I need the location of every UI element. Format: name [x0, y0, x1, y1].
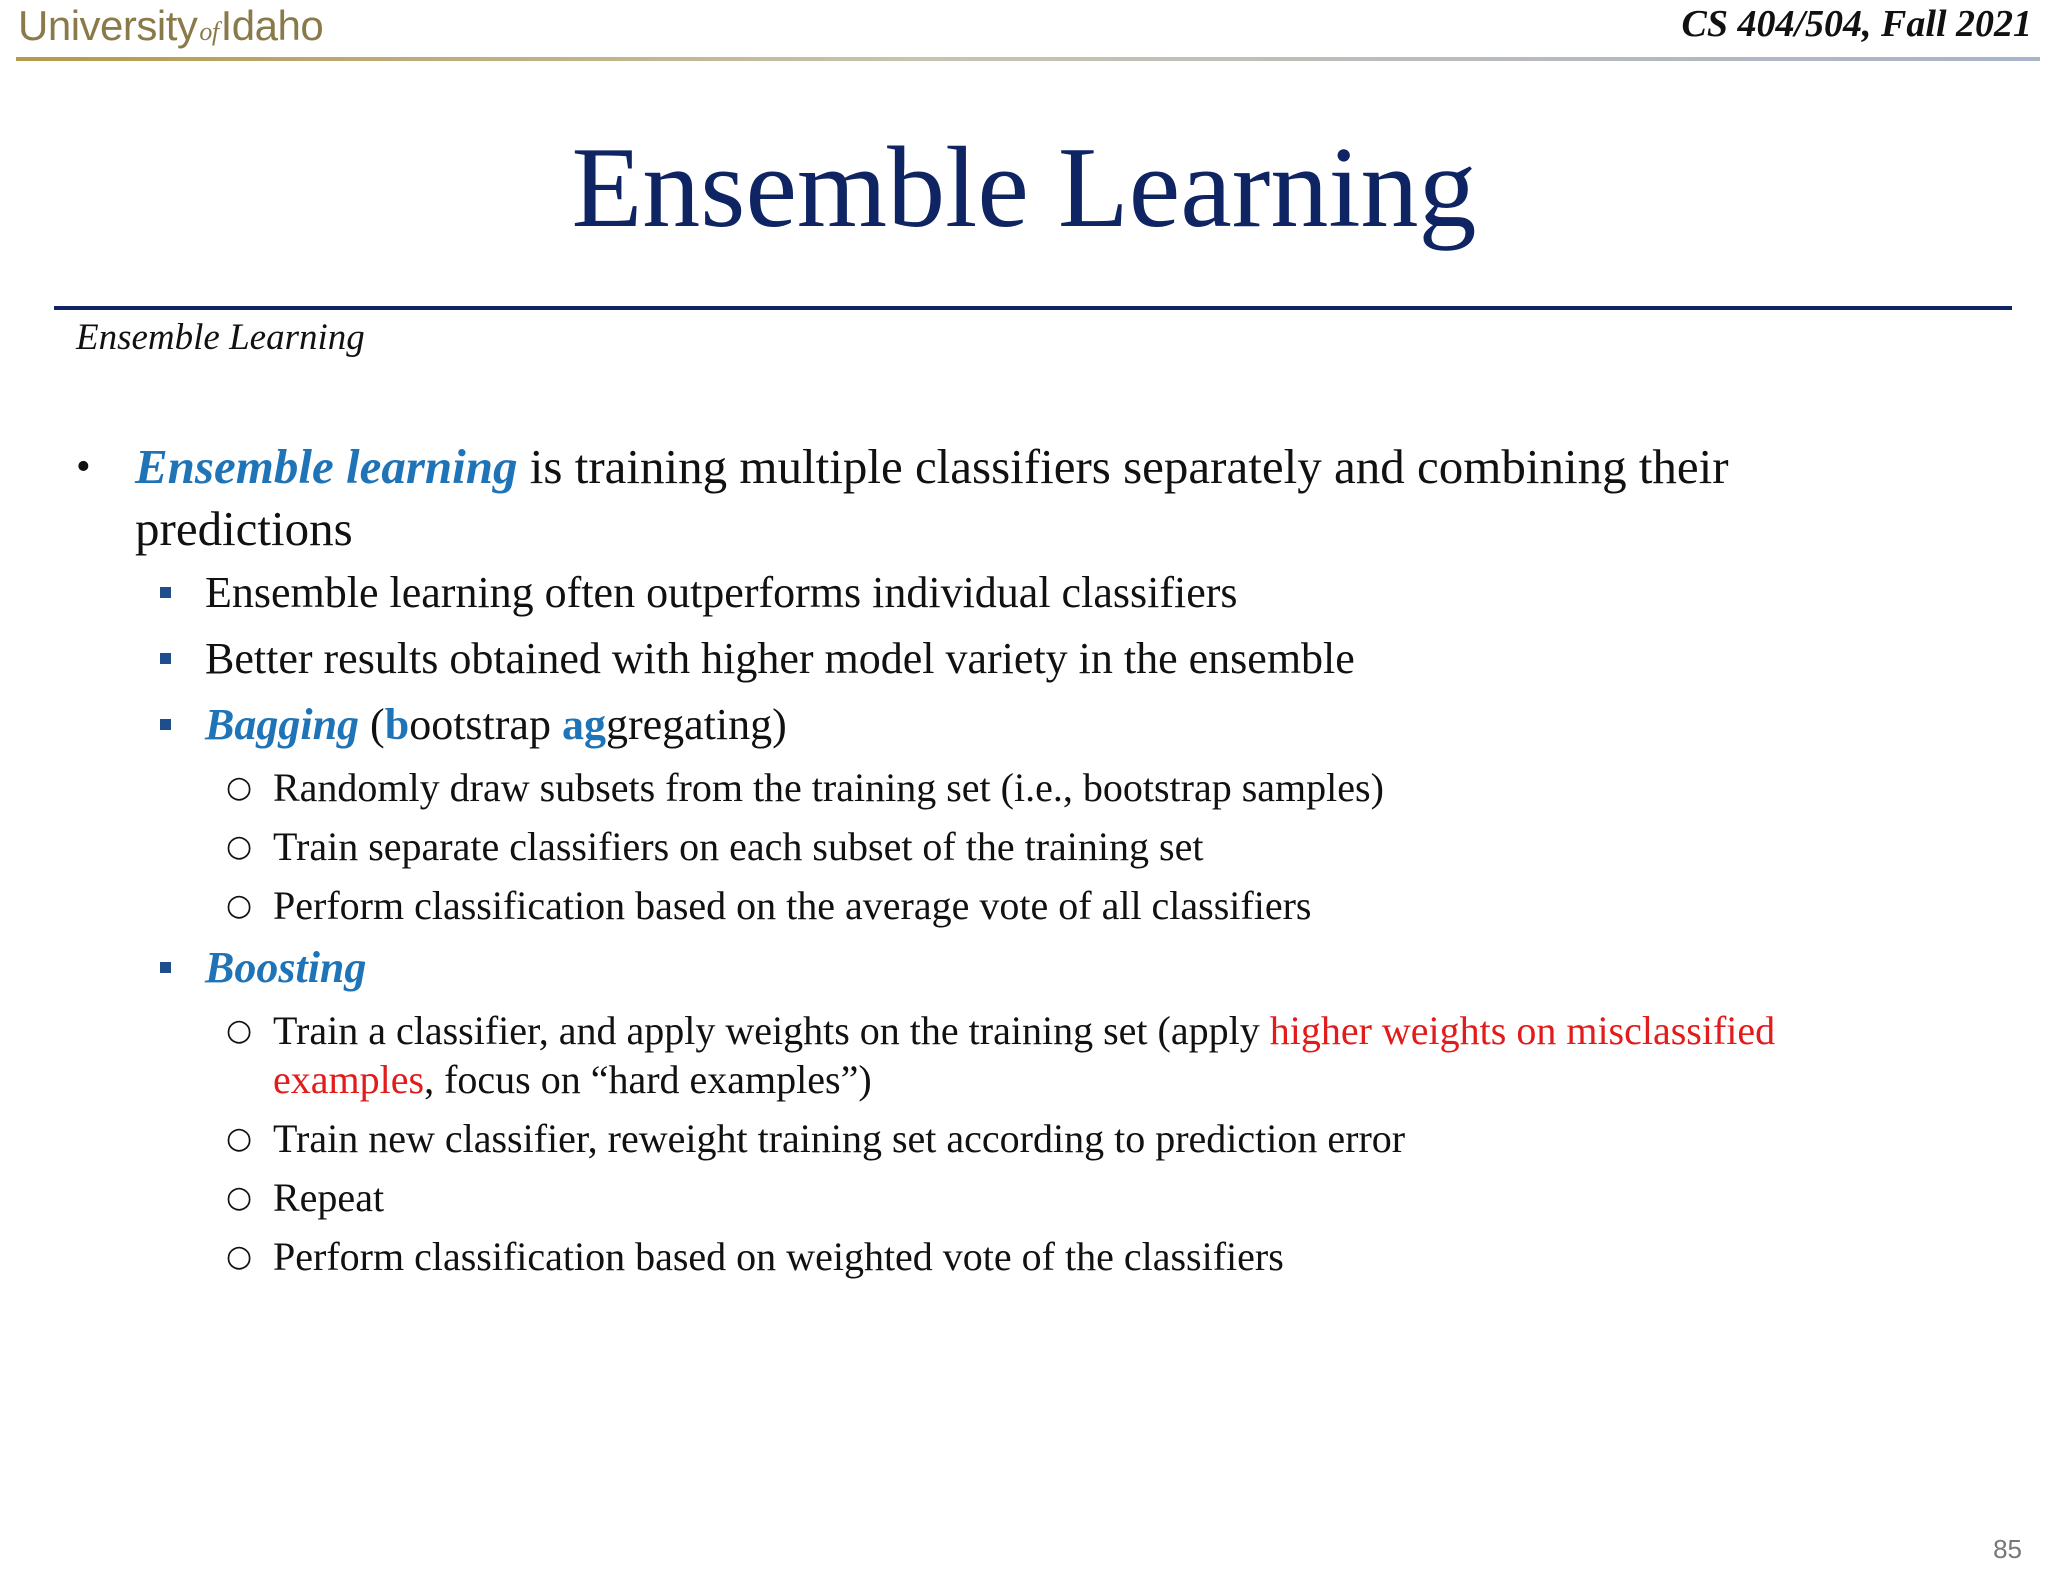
boosting-item	[0, 1168, 2048, 1227]
boosting-emphasis: examples	[273, 1057, 425, 1102]
circle-bullet-icon: ○	[226, 888, 253, 923]
square-bullet-icon	[160, 962, 171, 973]
bagging-item-text: Train separate classifiers on each subset of the training set	[273, 824, 1204, 869]
boosting-item-text: Train new classifier, reweight training set according to prediction error	[273, 1116, 1406, 1161]
page-number: 85	[1993, 1534, 2022, 1564]
section-label: Ensemble Learning	[76, 317, 365, 358]
subbullet-bagging	[0, 692, 2048, 758]
bagging-text: (	[359, 700, 385, 749]
keyword-ensemble-learning: Ensemble learning	[135, 439, 518, 494]
bagging-text: ootstrap	[409, 700, 562, 749]
bagging-item	[0, 817, 2048, 876]
header-divider	[16, 57, 2040, 61]
bagging-item	[0, 758, 2048, 817]
subbullet-model-variety	[0, 626, 2048, 692]
slide-content	[0, 436, 2048, 1286]
subbullet-text: Better results obtained with higher model variety in the ensemble	[205, 634, 1355, 683]
circle-bullet-icon: ○	[226, 1180, 253, 1215]
boosting-item-text: Repeat	[273, 1175, 385, 1220]
slide-title: Ensemble Learning	[571, 124, 1477, 252]
keyword-boosting: Boosting	[205, 943, 367, 992]
bagging-text: gregating)	[605, 700, 787, 749]
keyword-bagging: Bagging	[205, 700, 360, 749]
subbullet-outperforms	[0, 560, 2048, 626]
boosting-item	[0, 1227, 2048, 1286]
boosting-item-text: Train a classifier, and apply weights on the training set (apply	[273, 1008, 1270, 1053]
circle-bullet-icon: ○	[226, 1239, 253, 1274]
bullet-ensemble-learning	[0, 436, 2048, 498]
boosting-item-text: , focus on “hard examples”)	[424, 1057, 872, 1102]
circle-bullet-icon: ○	[226, 1121, 253, 1156]
square-bullet-icon	[160, 587, 171, 598]
subbullet-boosting	[0, 935, 2048, 1001]
square-bullet-icon	[160, 719, 171, 730]
bagging-item-text: Perform classification based on the average vote of all classifiers	[273, 883, 1312, 928]
logo-university: University	[18, 2, 198, 49]
logo-idaho: Idaho	[220, 2, 324, 49]
boosting-item-text: Perform classification based on weighted vote of the classifiers	[273, 1234, 1284, 1279]
bullet-dot-icon: •	[76, 444, 91, 490]
title-divider	[54, 306, 2012, 310]
logo-of: of	[199, 17, 219, 46]
bullet-text: is training multiple classifiers separately and combining their	[517, 439, 1729, 494]
bagging-item-text: Randomly draw subsets from the training set (i.e., bootstrap samples)	[273, 765, 1384, 810]
bullet-text: predictions	[135, 501, 353, 556]
boosting-item	[0, 1001, 2048, 1109]
bagging-item	[0, 876, 2048, 935]
circle-bullet-icon: ○	[226, 770, 253, 805]
boosting-emphasis: higher weights on misclassified	[1269, 1008, 1776, 1053]
circle-bullet-icon: ○	[226, 829, 253, 864]
course-label: CS 404/504, Fall 2021	[1681, 3, 2032, 45]
circle-bullet-icon: ○	[226, 1013, 253, 1048]
boosting-item	[0, 1109, 2048, 1168]
bagging-highlight-b: b	[384, 700, 410, 749]
square-bullet-icon	[160, 653, 171, 664]
bagging-highlight-ag: ag	[561, 700, 606, 749]
bullet-ensemble-learning-cont	[0, 498, 2048, 560]
university-logo	[18, 2, 323, 50]
subbullet-text: Ensemble learning often outperforms individual classifiers	[205, 568, 1238, 617]
